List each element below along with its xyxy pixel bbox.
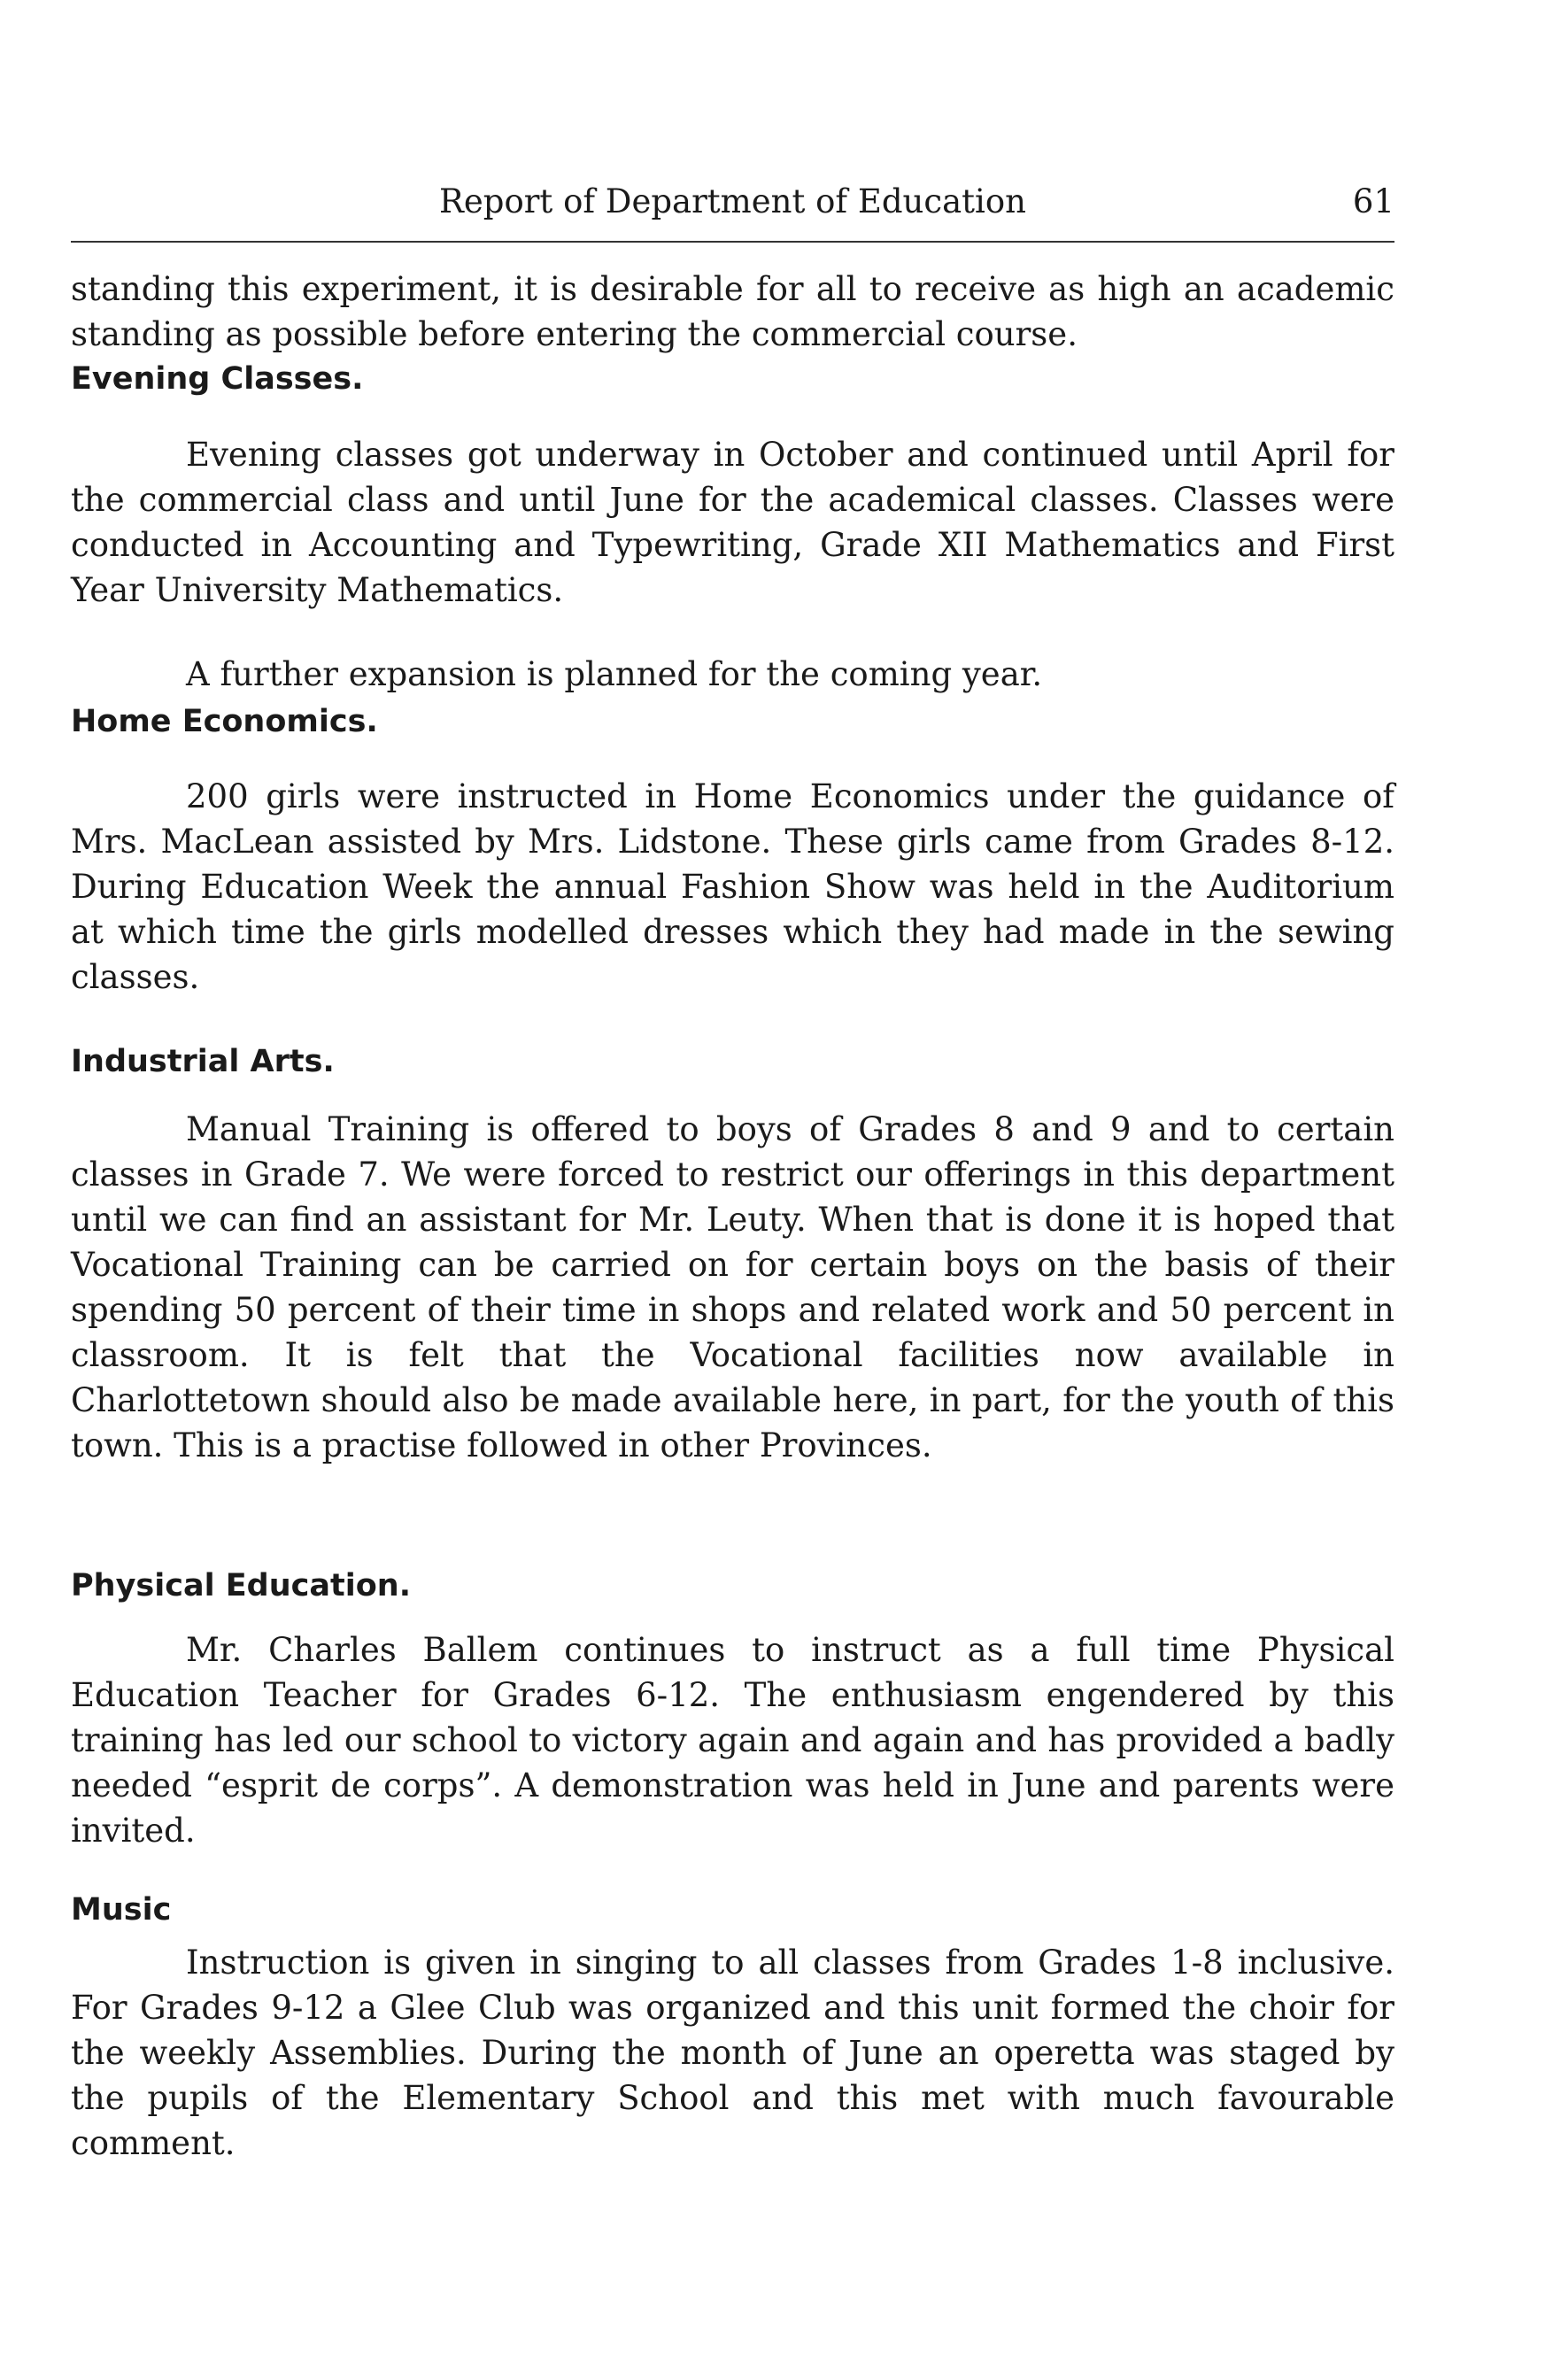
evening-classes-paragraph-1: Evening classes got underway in October and continued until April for the commercial class and until June for the academical classes. Classes were conducted in Accounting and Typewriting, Grade XII Mathematics and First Year University Mathematics. <box>71 436 1394 609</box>
heading-physical-education: Physical Education. <box>71 1568 411 1603</box>
home-economics-paragraph: 200 girls were instructed in Home Economics under the guidance of Mrs. MacLean assisted by Mrs. Lidstone. These girls came from Grades 8-12. During Education Week the annual Fashion Show was held in the Auditorium at which time the girls modelled dresses which they had made in the sewing classes. <box>71 777 1394 996</box>
heading-home-economics: Home Economics. <box>71 704 378 739</box>
page-header <box>71 177 1394 243</box>
industrial-arts-paragraph: Manual Training is offered to boys of Grades 8 and 9 and to certain classes in Grade 7. We were forced to restrict our offerings in this department until we can find an assistant for Mr. Leuty. When that is done it is hoped that Vocational Training can be carried on for certain boys on the basis of their spending 50 percent of their time in shops and related work and 50 percent in classroom. It is felt that the Vocational facilities now available in Charlottetown should also be made available here, in part, for the youth of this town. This is a practise followed in other Provinces. <box>71 1110 1394 1464</box>
heading-industrial-arts: Industrial Arts. <box>71 1044 335 1079</box>
page-number: 61 <box>1352 182 1394 220</box>
music-paragraph: Instruction is given in singing to all classes from Grades 1-8 inclusive. For Grades 9-12 a Glee Club was organized and this unit formed the choir for the weekly Assemblies. During the month of June an operetta was staged by the pupils of the Elementary School and this met with much favourable comment. <box>71 1943 1394 2162</box>
physical-education-paragraph: Mr. Charles Ballem continues to instruct as a full time Physical Education Teacher for Grades 6-12. The enthusiasm engendered by this training has led our school to victory again and again and has provided a badly needed “esprit de corps”. A demonstration was held in June and parents were invited. <box>71 1631 1394 1850</box>
heading-music: Music <box>71 1892 172 1928</box>
heading-evening-classes: Evening Classes. <box>71 361 364 397</box>
intro-paragraph: standing this experiment, it is desirable for all to receive as high an academic standing as possible before entering the commercial course. <box>71 270 1394 353</box>
evening-classes-paragraph-2: A further expansion is planned for the coming year. <box>186 655 1043 693</box>
running-title: Report of Department of Education <box>439 182 1026 220</box>
